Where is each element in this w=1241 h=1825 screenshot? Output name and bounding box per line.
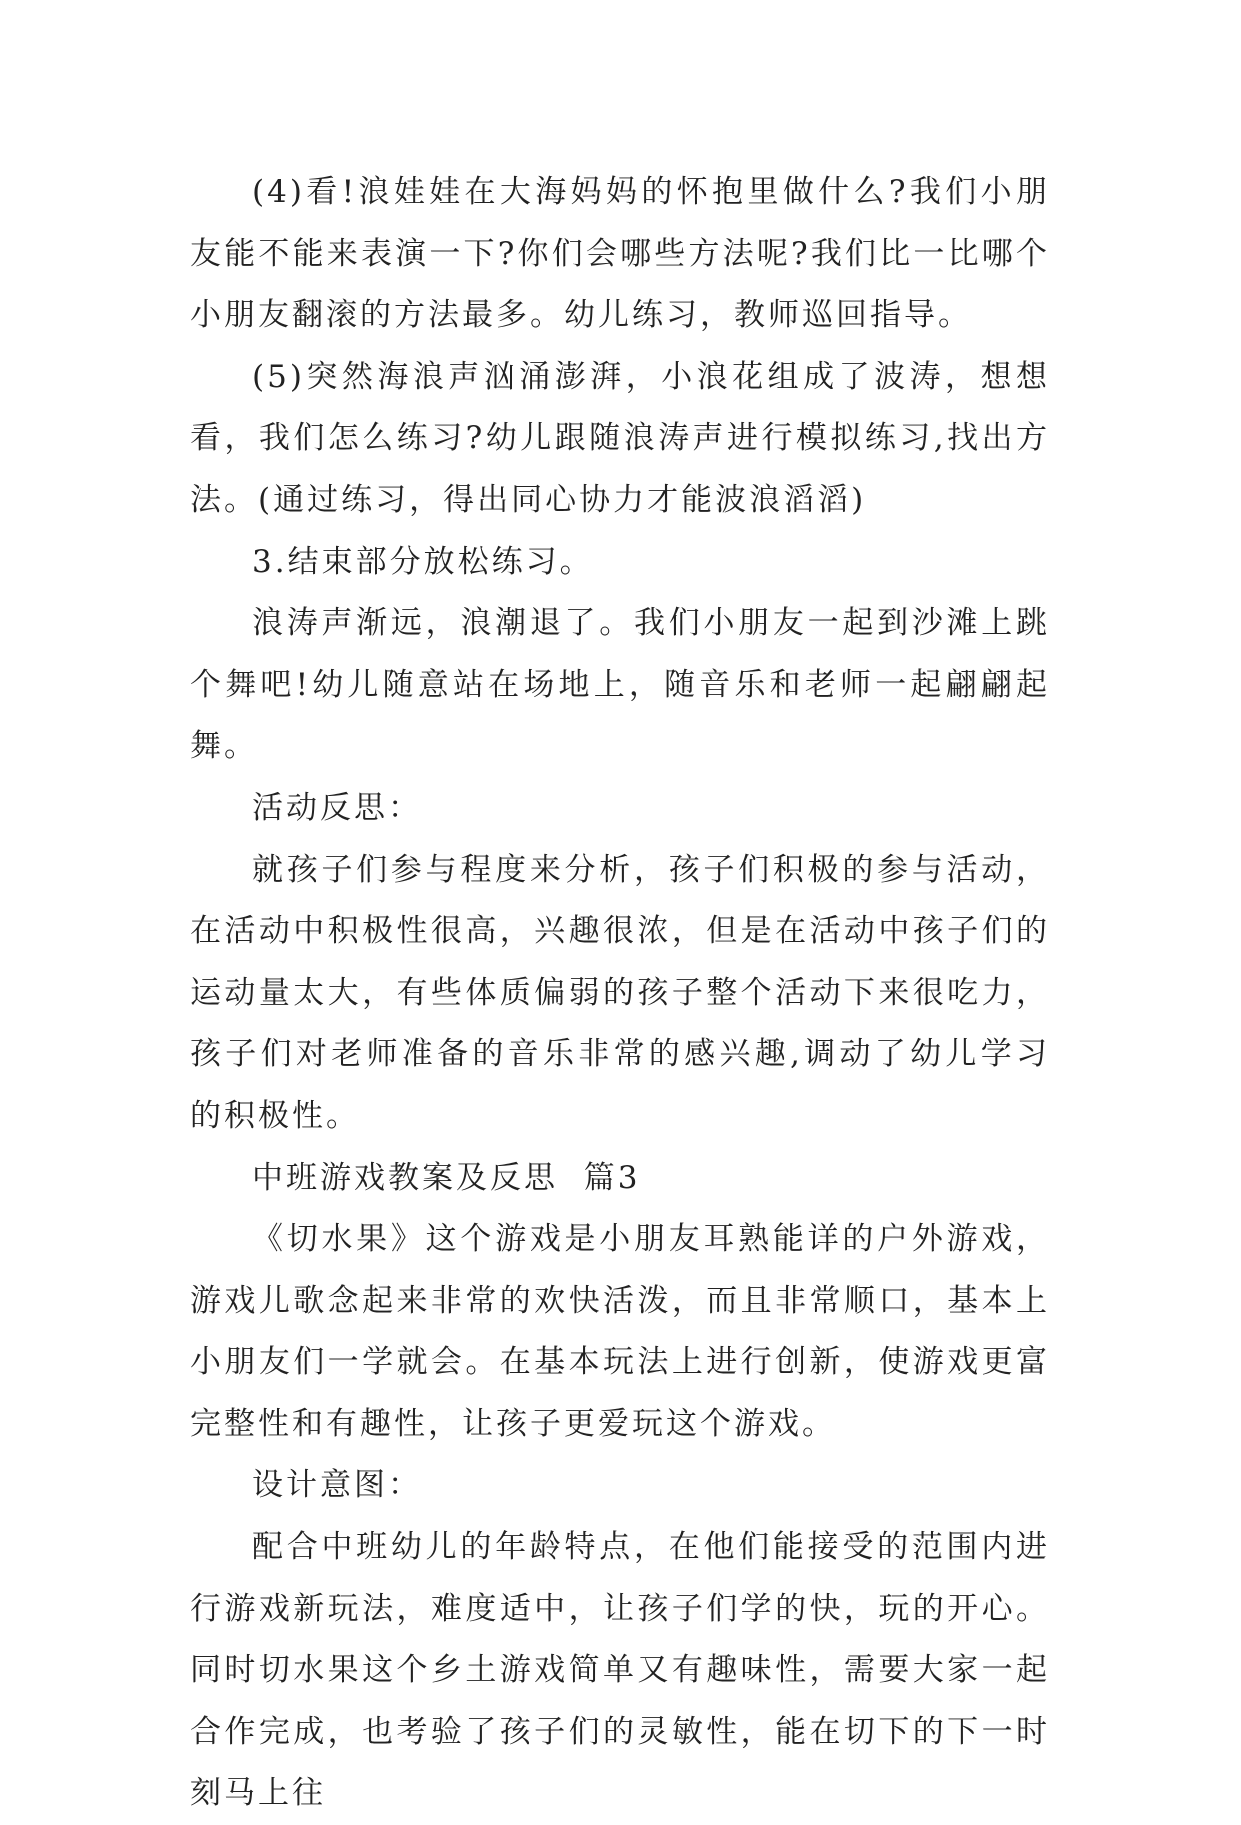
paragraph-step-5: (5)突然海浪声汹涌澎湃，小浪花组成了波涛，想想看，我们怎么练习?幼儿跟随浪涛声进行模拟练习,找出方法。(通过练习，得出同心协力才能波浪滔滔) xyxy=(190,358,1050,518)
paragraph-design-intent: 配合中班幼儿的年龄特点，在他们能接受的范围内进行游戏新玩法，难度适中，让孩子们学的快，玩的开心。同时切水果这个乡土游戏简单又有趣味性，需要大家一起合作完成，也考验了孩子们的灵敏性，能在切下的下一时刻马上往 xyxy=(190,1529,1050,1812)
paragraph-fruit-game-intro: 《切水果》这个游戏是小朋友耳熟能详的户外游戏，游戏儿歌念起来非常的欢快活泼，而且非常顺口，基本上小朋友们一学就会。在基本玩法上进行创新，使游戏更富完整性和有趣性，让孩子更爱玩这个游戏。 xyxy=(190,1221,1050,1442)
paragraph-step-4: (4)看!浪娃娃在大海妈妈的怀抱里做什么?我们小朋友能不能来表演一下?你们会哪些方法呢?我们比一比哪个小朋友翻滚的方法最多。幼儿练习，教师巡回指导。 xyxy=(190,174,1050,334)
paragraph-dance: 浪涛声渐远，浪潮退了。我们小朋友一起到沙滩上跳个舞吧!幼儿随意站在场地上，随音乐和老师一起翩翩起舞。 xyxy=(190,605,1050,765)
paragraph-section-3: 3.结束部分放松练习。 xyxy=(252,543,594,580)
heading-design-intent: 设计意图： xyxy=(252,1467,422,1504)
heading-lesson-plan-3: 中班游戏教案及反思 篇3 xyxy=(252,1159,641,1196)
document-body xyxy=(190,162,1050,1825)
heading-activity-reflection: 活动反思： xyxy=(252,789,422,826)
paragraph-reflection: 就孩子们参与程度来分析，孩子们积极的参与活动，在活动中积极性很高，兴趣很浓，但是在活动中孩子们的运动量太大，有些体质偏弱的孩子整个活动下来很吃力，孩子们对老师准备的音乐非常的感兴趣,调动了幼儿学习的积极性。 xyxy=(190,851,1050,1134)
